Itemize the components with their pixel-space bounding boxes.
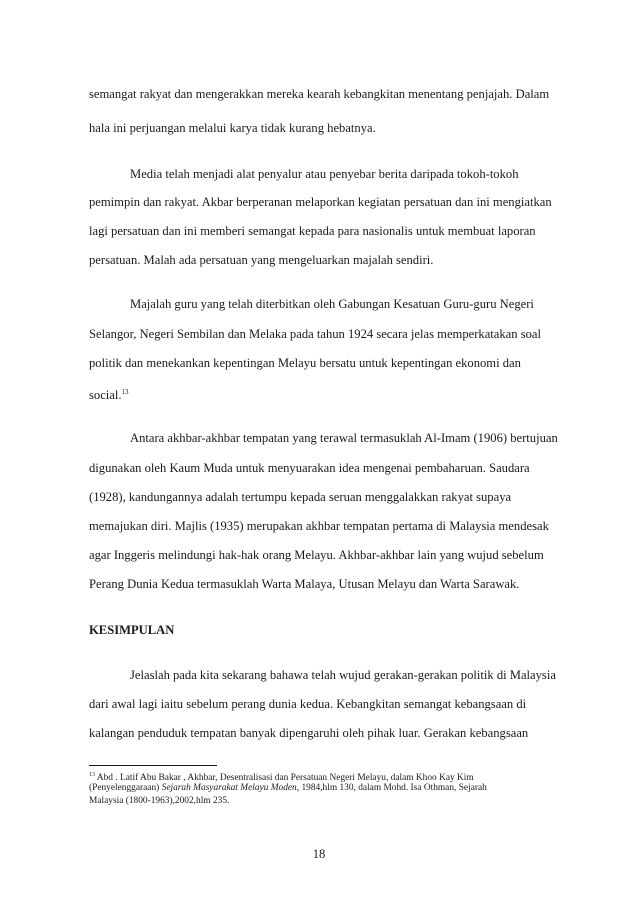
footnote-line2 <box>89 782 487 794</box>
para3-line2: Selangor, Negeri Sembilan dan Melaka pada tahun 1924 secara jelas memperkatakan soal <box>89 327 542 341</box>
para4-line1: Antara akhbar-akhbar tempatan yang terawal termasuklah Al-Imam (1906) bertujuan <box>130 431 558 445</box>
para5-line3: kalangan penduduk tempatan banyak dipengaruhi oleh pihak luar. Gerakan kebangsaan <box>89 726 529 740</box>
footnote-text-2b: , 1984,hlm 130, dalam Mohd. Isa Othman, Sejarah <box>296 783 487 793</box>
para3-line3: politik dan menekankan kepentingan Melayu bersatu untuk kepentingan ekonomi dan <box>89 356 521 370</box>
footnote-line3: Malaysia (1800-1963),2002,hlm 235. <box>89 796 230 806</box>
section-heading: KESIMPULAN <box>89 623 175 637</box>
para4-line3: (1928), kandungannya adalah tertumpu kepada seruan menggalakkan rakyat supaya <box>89 490 512 504</box>
para4-line4: memajukan diri. Majlis (1935) merupakan akhbar tempatan pertama di Malaysia mendesak <box>89 519 549 533</box>
page-number: 18 <box>312 847 326 861</box>
footnote-book-title: Sejarah Masyarakat Melayu Moden <box>161 783 297 793</box>
para1-line1: semangat rakyat dan mengerakkan mereka kearah kebangkitan menentang penjajah. Dalam <box>89 87 550 101</box>
para4-line5: agar Inggeris melindungi hak-hak orang Melayu. Akhbar-akhbar lain yang wujud sebelum <box>89 548 544 562</box>
footnote-number: 13 <box>89 772 95 778</box>
para5-line2: dari awal lagi iaitu sebelum perang dunia kedua. Kebangkitan semangat kebangsaan di <box>89 697 527 711</box>
para3-line1: Majalah guru yang telah diterbitkan oleh Gabungan Kesatuan Guru-guru Negeri <box>130 297 534 311</box>
para2-line1: Media telah menjadi alat penyalur atau penyebar berita daripada tokoh-tokoh <box>130 167 519 181</box>
para2-line3: lagi persatuan dan ini memberi semangat kepada para nasionalis untuk membuat laporan <box>89 224 536 238</box>
footnote-rule <box>89 765 217 766</box>
footnote-ref: 13 <box>121 388 129 396</box>
para3-line4 <box>89 384 129 403</box>
para1-line2: hala ini perjuangan melalui karya tidak kurang hebatnya. <box>89 121 376 135</box>
para5-line1: Jelaslah pada kita sekarang bahawa telah wujud gerakan-gerakan politik di Malaysia <box>130 668 556 682</box>
para4-line2: digunakan oleh Kaum Muda untuk menyuarakan idea mengenai pembaharuan. Saudara <box>89 461 530 475</box>
footnote-text-2a: (Penyelenggaraan) <box>89 783 162 793</box>
para3-line4-text: social. <box>89 388 122 402</box>
para2-line2: pemimpin dan rakyat. Akbar berperanan melaporkan kegiatan persatuan dan ini mengiatkan <box>89 195 552 209</box>
footnote-text-1: Abd . Latif Abu Bakar , Akhbar, Desentralisasi dan Persatuan Negeri Melayu, dalam Khoo Kay Kim <box>96 773 474 783</box>
para4-line6: Perang Dunia Kedua termasuklah Warta Malaya, Utusan Melayu dan Warta Sarawak. <box>89 577 520 591</box>
para2-line4: persatuan. Malah ada persatuan yang mengeluarkan majalah sendiri. <box>89 253 434 267</box>
